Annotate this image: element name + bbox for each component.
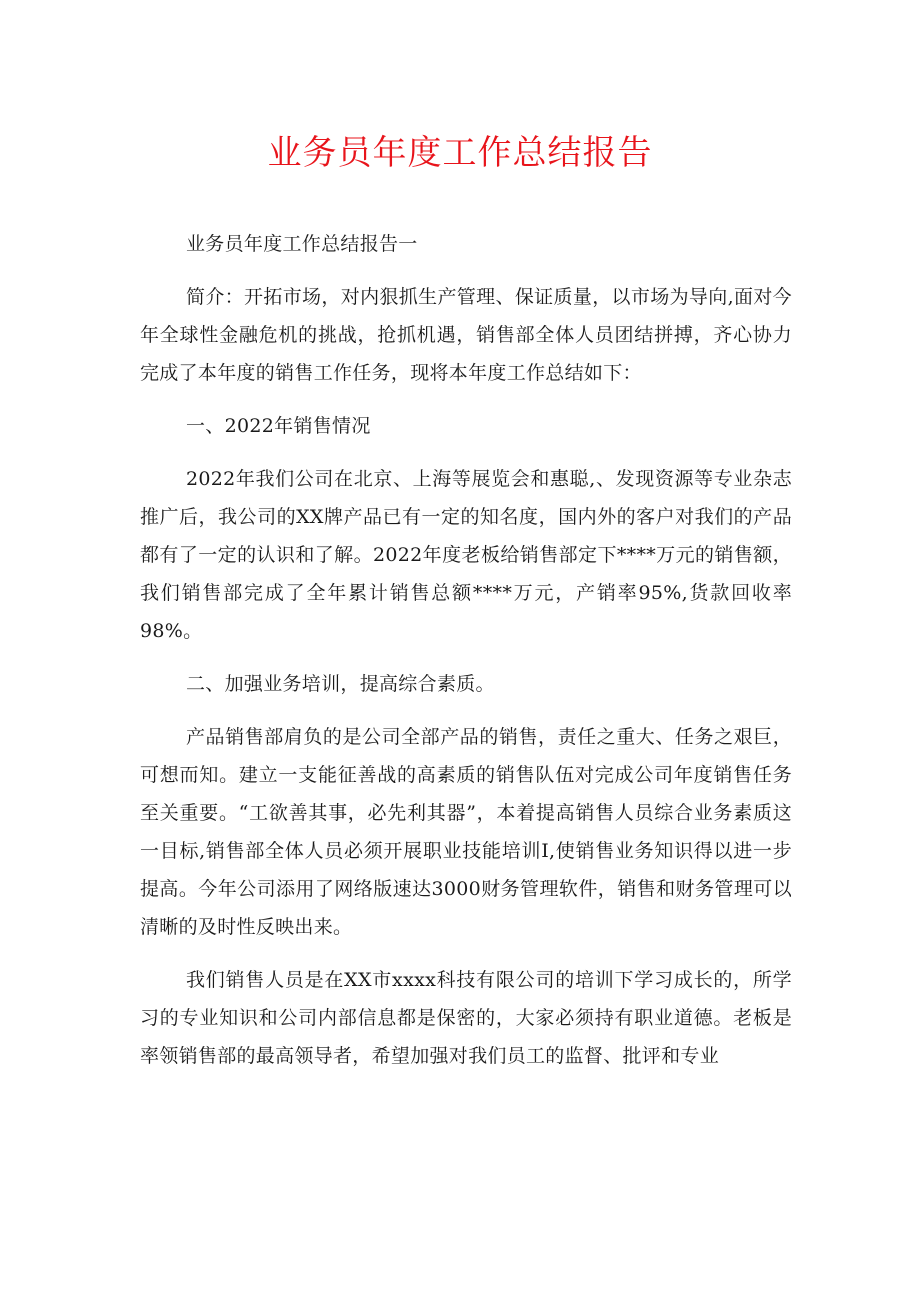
document-body bbox=[140, 225, 792, 1090]
sales-paragraph: 2022年我们公司在北京、上海等展览会和惠聪,、发现资源等专业杂志推广后，我公司的XX牌产品已有一定的知名度，国内外的客户对我们的产品都有了一定的认识和了解。2022年度老板给销售部定下****万元的销售额，我们销售部完成了全年累计销售总额****万元，产销率95%,货款回收率98%。 bbox=[140, 468, 792, 642]
section-subtitle: 业务员年度工作总结报告一 bbox=[186, 233, 418, 255]
document-title: 业务员年度工作总结报告 bbox=[267, 133, 653, 173]
staff-paragraph: 我们销售人员是在XX市xxxx科技有限公司的培训下学习成长的，所学习的专业知识和公司内部信息都是保密的，大家必须持有职业道德。老板是率领销售部的最高领导者，希望加强对我们员工的监督、批评和专业 bbox=[140, 969, 792, 1067]
training-paragraph: 产品销售部肩负的是公司全部产品的销售，责任之重大、任务之艰巨，可想而知。建立一支能征善战的高素质的销售队伍对完成公司年度销售任务至关重要。“工欲善其事，必先利其器”，本着提高销售人员综合业务素质这一目标,销售部全体人员必须开展职业技能培训I,使销售业务知识得以进一步提高。今年公司添用了网络版速达3000财务管理软件，销售和财务管理可以清晰的及时性反映出来。 bbox=[140, 726, 792, 938]
section-heading-training: 二、加强业务培训，提高综合素质。 bbox=[186, 673, 495, 695]
section-heading-sales: 一、2022年销售情况 bbox=[186, 415, 371, 437]
intro-paragraph: 简介：开拓市场，对内狠抓生产管理、保证质量，以市场为导向,面对今年全球性金融危机的挑战，抢抓机遇，销售部全体人员团结拼搏，齐心协力完成了本年度的销售工作任务，现将本年度工作总结如下： bbox=[140, 286, 792, 384]
